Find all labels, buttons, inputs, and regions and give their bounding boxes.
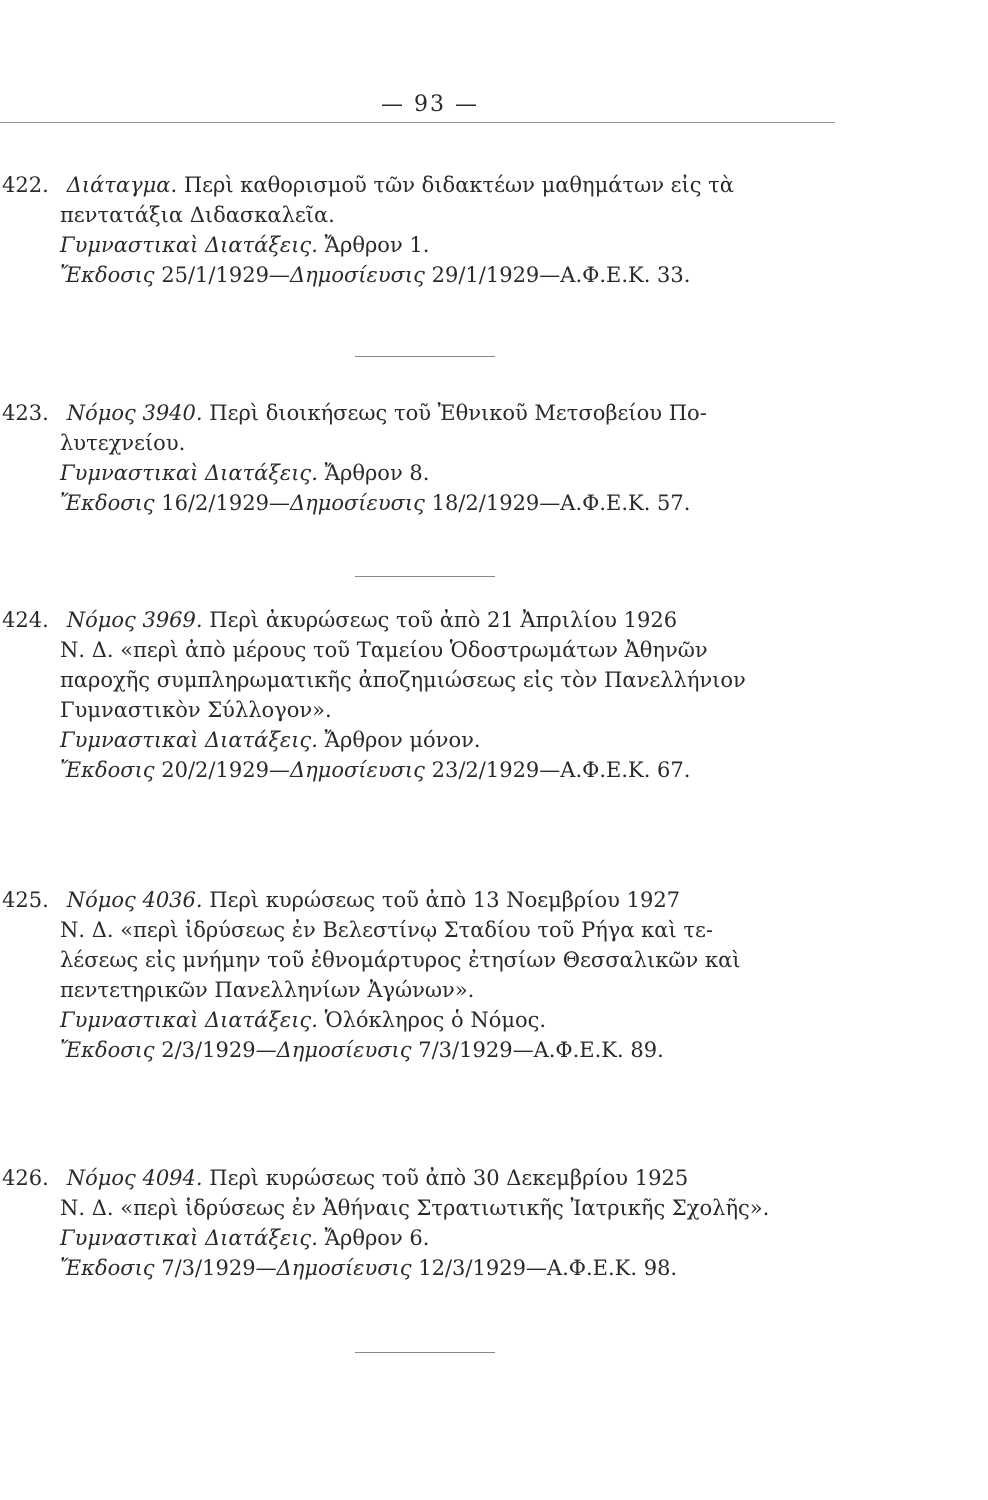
provisions-label: Γυμναστικαὶ Διατάξεις. [60,233,318,257]
entry-title-cont: Γυμναστικὸν Σύλλογον». [60,698,332,722]
provisions-label: Γυμναστικαὶ Διατάξεις. [60,461,318,485]
entry-title-line [2,605,850,635]
entry-title-line [2,885,850,915]
entry-title: Περὶ ἀκυρώσεως τοῦ ἀπὸ 21 Ἀπριλίου 1926 [209,608,678,632]
entry-title: Περὶ διοικήσεως τοῦ Ἐθνικοῦ Μετσοβείου Πο- [209,401,707,425]
entry-title-cont: παροχῆς συμπληρωματικῆς ἀποζημιώσεως εἰς τὸν Πανελλήνιον [60,668,746,692]
issue-label: Ἔκδοσις [60,1256,155,1280]
entry-title-cont: Ν. Δ. «περὶ ἀπὸ μέρους τοῦ Ταμείου Ὁδοστρωμάτων Ἀθηνῶν [60,638,708,662]
publication-label: Δημοσίευσις [289,491,425,515]
provisions-value: Ἄρθρον 6. [324,1226,430,1250]
publication-label: Δημοσίευσις [289,758,425,782]
publication-label: Δημοσίευσις [276,1256,412,1280]
publication-label: Δημοσίευσις [289,263,425,287]
separator-rule [355,1352,495,1353]
entry-422 [2,170,850,290]
issue-date: 7/3/1929— [161,1256,277,1280]
publication-value: 7/3/1929—Α.Φ.Ε.Κ. 89. [418,1038,664,1062]
entry-title-cont: πεντετηρικῶν Πανελληνίων Ἀγώνων». [60,978,475,1002]
entry-provisions [60,458,850,488]
entry-number: 422. [2,173,49,197]
entry-issue [60,755,850,785]
publication-label: Δημοσίευσις [276,1038,412,1062]
issue-date: 2/3/1929— [161,1038,277,1062]
entry-issue [60,488,850,518]
entry-type: Διάταγμα. [66,173,178,197]
issue-label: Ἔκδοσις [60,263,155,287]
entry-426 [2,1163,850,1283]
entry-issue [60,1253,850,1283]
entry-title: Περὶ κυρώσεως τοῦ ἀπὸ 13 Νοεμβρίου 1927 [209,888,681,912]
publication-value: 18/2/1929—Α.Φ.Ε.Κ. 57. [431,491,691,515]
page-number: — 93 — [381,92,479,117]
provisions-value: Ὁλόκληρος ὁ Νόμος. [324,1008,547,1032]
entry-issue [60,1035,850,1065]
provisions-label: Γυμναστικαὶ Διατάξεις. [60,1008,318,1032]
law-number: 4036. [142,888,203,912]
separator-rule [355,356,495,357]
entry-423 [2,398,850,518]
issue-label: Ἔκδοσις [60,1038,155,1062]
entry-number: 425. [2,888,49,912]
publication-value: 29/1/1929—Α.Φ.Ε.Κ. 33. [431,263,691,287]
entry-title-cont: Ν. Δ. «περὶ ἱδρύσεως ἐν Ἀθήναις Στρατιωτικῆς Ἰατρικῆς Σχολῆς». [60,1196,770,1220]
provisions-value: Ἄρθρον μόνον. [324,728,481,752]
header-rule [0,122,835,123]
separator-rule [355,576,495,577]
issue-date: 16/2/1929— [161,491,290,515]
issue-label: Ἔκδοσις [60,758,155,782]
entry-title-cont: λέσεως εἰς μνήμην τοῦ ἐθνομάρτυρος ἐτησίων Θεσσαλικῶν καὶ [60,948,741,972]
law-number: 3969. [142,608,203,632]
provisions-value: Ἄρθρον 1. [324,233,430,257]
entry-issue [60,260,850,290]
publication-value: 12/3/1929—Α.Φ.Ε.Κ. 98. [418,1256,678,1280]
law-number: 4094. [142,1166,203,1190]
entry-425 [2,885,850,1065]
entry-number: 424. [2,608,49,632]
entry-title-cont: πεντατάξια Διδασκαλεῖα. [60,203,335,227]
entry-provisions [60,1005,850,1035]
entry-type: Νόμος [66,888,136,912]
entry-provisions [60,230,850,260]
entry-title-line [2,1163,850,1193]
entry-title-cont: Ν. Δ. «περὶ ἱδρύσεως ἐν Βελεστίνῳ Σταδίου τοῦ Ρήγα καὶ τε- [60,918,713,942]
entry-title-line [2,398,850,428]
issue-date: 25/1/1929— [161,263,290,287]
entry-provisions [60,725,850,755]
issue-label: Ἔκδοσις [60,491,155,515]
entry-provisions [60,1223,850,1253]
provisions-value: Ἄρθρον 8. [324,461,430,485]
entry-title-line [2,170,850,200]
issue-date: 20/2/1929— [161,758,290,782]
entry-type: Νόμος [66,401,136,425]
law-number: 3940. [142,401,203,425]
publication-value: 23/2/1929—Α.Φ.Ε.Κ. 67. [431,758,691,782]
entry-number: 426. [2,1166,49,1190]
entry-title: Περὶ κυρώσεως τοῦ ἀπὸ 30 Δεκεμβρίου 1925 [209,1166,689,1190]
entry-424 [2,605,850,785]
provisions-label: Γυμναστικαὶ Διατάξεις. [60,1226,318,1250]
entry-type: Νόμος [66,608,136,632]
entry-type: Νόμος [66,1166,136,1190]
entry-title-cont: λυτεχνείου. [60,431,186,455]
entry-number: 423. [2,401,49,425]
provisions-label: Γυμναστικαὶ Διατάξεις. [60,728,318,752]
entry-title: Περὶ καθορισμοῦ τῶν διδακτέων μαθημάτων εἰς τὰ [183,173,734,197]
